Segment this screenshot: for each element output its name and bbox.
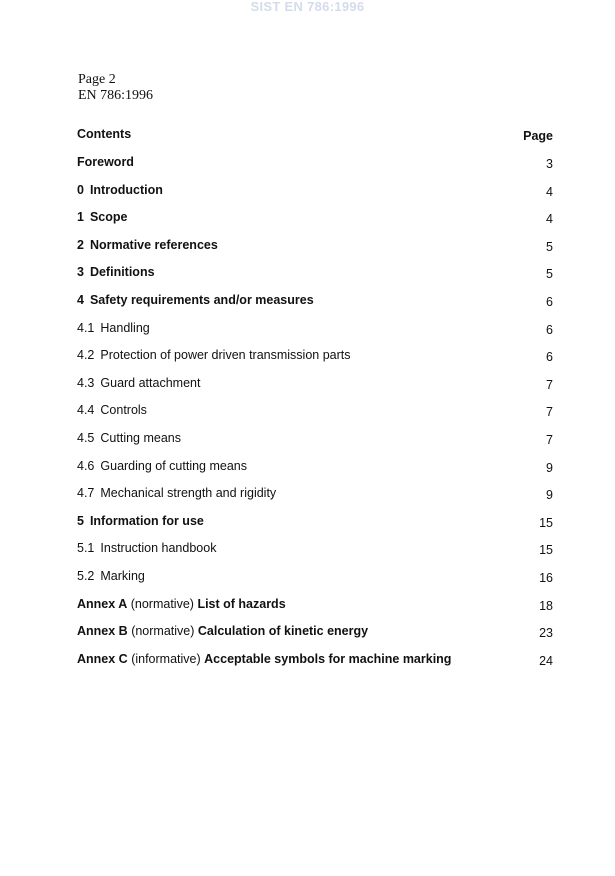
toc-entry-page: 15 xyxy=(539,515,553,530)
toc-entry-number: 4.7 xyxy=(77,486,95,501)
toc-heading-row xyxy=(77,127,553,145)
toc-entry-page: 6 xyxy=(546,350,553,365)
toc-entry-number: 2 xyxy=(77,237,84,252)
toc-entry-page: 7 xyxy=(546,377,553,392)
page-header xyxy=(78,72,153,104)
toc-entry-page: 3 xyxy=(546,157,553,171)
toc-entry-page: 16 xyxy=(539,570,553,585)
annex-kind: (normative) xyxy=(131,624,195,639)
toc-subentry[interactable] xyxy=(77,376,553,404)
toc-entry-title: Scope xyxy=(89,210,128,225)
toc-entry[interactable] xyxy=(77,293,553,321)
toc-annex-entry[interactable] xyxy=(77,624,553,652)
toc-entry-page: 18 xyxy=(539,598,553,613)
annex-label: Annex B xyxy=(77,624,128,639)
toc-entry-page: 5 xyxy=(546,239,553,254)
toc-entry-number: 4 xyxy=(77,292,84,307)
toc-entry-number: 4.2 xyxy=(77,348,95,363)
toc-entry[interactable] xyxy=(77,514,553,542)
toc-entry-number: 4.3 xyxy=(77,375,95,390)
annex-title: Calculation of kinetic energy xyxy=(197,624,369,639)
toc-entry-number: 4.4 xyxy=(77,403,95,418)
toc-entry-page: 9 xyxy=(546,460,553,475)
page-number-label: Page 2 xyxy=(78,72,116,87)
toc-heading: Contents xyxy=(77,127,132,141)
toc-subentry[interactable] xyxy=(77,459,553,487)
toc-entry-title: Controls xyxy=(100,403,147,418)
toc-entry-title: Normative references xyxy=(89,237,218,252)
annex-kind: (informative) xyxy=(131,651,201,666)
toc-entry-page: 9 xyxy=(546,488,553,503)
watermark: SIST EN 786:1996 xyxy=(250,0,365,14)
toc-subentry[interactable] xyxy=(77,541,553,569)
document-id: EN 786:1996 xyxy=(78,88,154,103)
annex-title: List of hazards xyxy=(197,596,286,611)
annex-label: Annex C xyxy=(77,651,128,666)
toc-entry-title: Safety requirements and/or measures xyxy=(89,292,314,307)
toc-entry-number: 4.5 xyxy=(77,430,95,445)
toc-annex-entry[interactable] xyxy=(77,652,553,680)
toc-entry-number: 1 xyxy=(77,210,84,225)
toc-entry-number: 5.2 xyxy=(77,568,95,583)
toc-entry-number: 4.6 xyxy=(77,458,95,473)
toc-page-heading: Page xyxy=(523,129,553,143)
toc-entry-page: 23 xyxy=(539,626,553,641)
toc-entry-title: Introduction xyxy=(89,182,163,197)
toc-entry[interactable] xyxy=(77,183,553,211)
toc-entry-title: Definitions xyxy=(89,265,155,280)
toc-entry-title: Protection of power driven transmission parts xyxy=(100,348,351,363)
toc-entry-page: 7 xyxy=(546,405,553,420)
table-of-contents xyxy=(77,155,553,679)
toc-subentry[interactable] xyxy=(77,569,553,597)
toc-entry-page: 6 xyxy=(546,322,553,337)
toc-entry-title: Handling xyxy=(100,320,150,335)
toc-entry-title: Instruction handbook xyxy=(100,541,217,556)
toc-entry-page: 4 xyxy=(546,184,553,199)
toc-entry-title: Mechanical strength and rigidity xyxy=(100,486,277,501)
annex-title: Acceptable symbols for machine marking xyxy=(204,651,452,666)
toc-entry-number: 5.1 xyxy=(77,541,95,556)
toc-entry-page: 24 xyxy=(539,653,553,668)
toc-entry-page: 7 xyxy=(546,432,553,447)
toc-entry[interactable] xyxy=(77,210,553,238)
toc-entry[interactable] xyxy=(77,265,553,293)
toc-entry-page: 5 xyxy=(546,267,553,282)
toc-entry[interactable] xyxy=(77,238,553,266)
toc-entry-title: Cutting means xyxy=(100,430,181,445)
toc-subentry[interactable] xyxy=(77,321,553,349)
toc-subentry[interactable] xyxy=(77,486,553,514)
annex-label: Annex A xyxy=(77,596,128,611)
toc-entry-number: 3 xyxy=(77,265,84,280)
toc-entry-title: Foreword xyxy=(77,155,134,169)
toc-entry-title: Guard attachment xyxy=(100,375,201,390)
toc-entry-number: 0 xyxy=(77,182,84,197)
toc-entry-number: 4.1 xyxy=(77,320,95,335)
toc-entry-title: Guarding of cutting means xyxy=(100,458,248,473)
toc-entry[interactable] xyxy=(77,155,553,183)
toc-subentry[interactable] xyxy=(77,348,553,376)
toc-subentry[interactable] xyxy=(77,403,553,431)
toc-entry-number: 5 xyxy=(77,513,84,528)
toc-entry-title: Marking xyxy=(100,568,145,583)
toc-annex-entry[interactable] xyxy=(77,597,553,625)
toc-entry-page: 15 xyxy=(539,543,553,558)
toc-subentry[interactable] xyxy=(77,431,553,459)
toc-entry-page: 4 xyxy=(546,212,553,227)
toc-entry-page: 6 xyxy=(546,294,553,309)
toc-entry-title: Information for use xyxy=(89,513,204,528)
annex-kind: (normative) xyxy=(130,596,194,611)
